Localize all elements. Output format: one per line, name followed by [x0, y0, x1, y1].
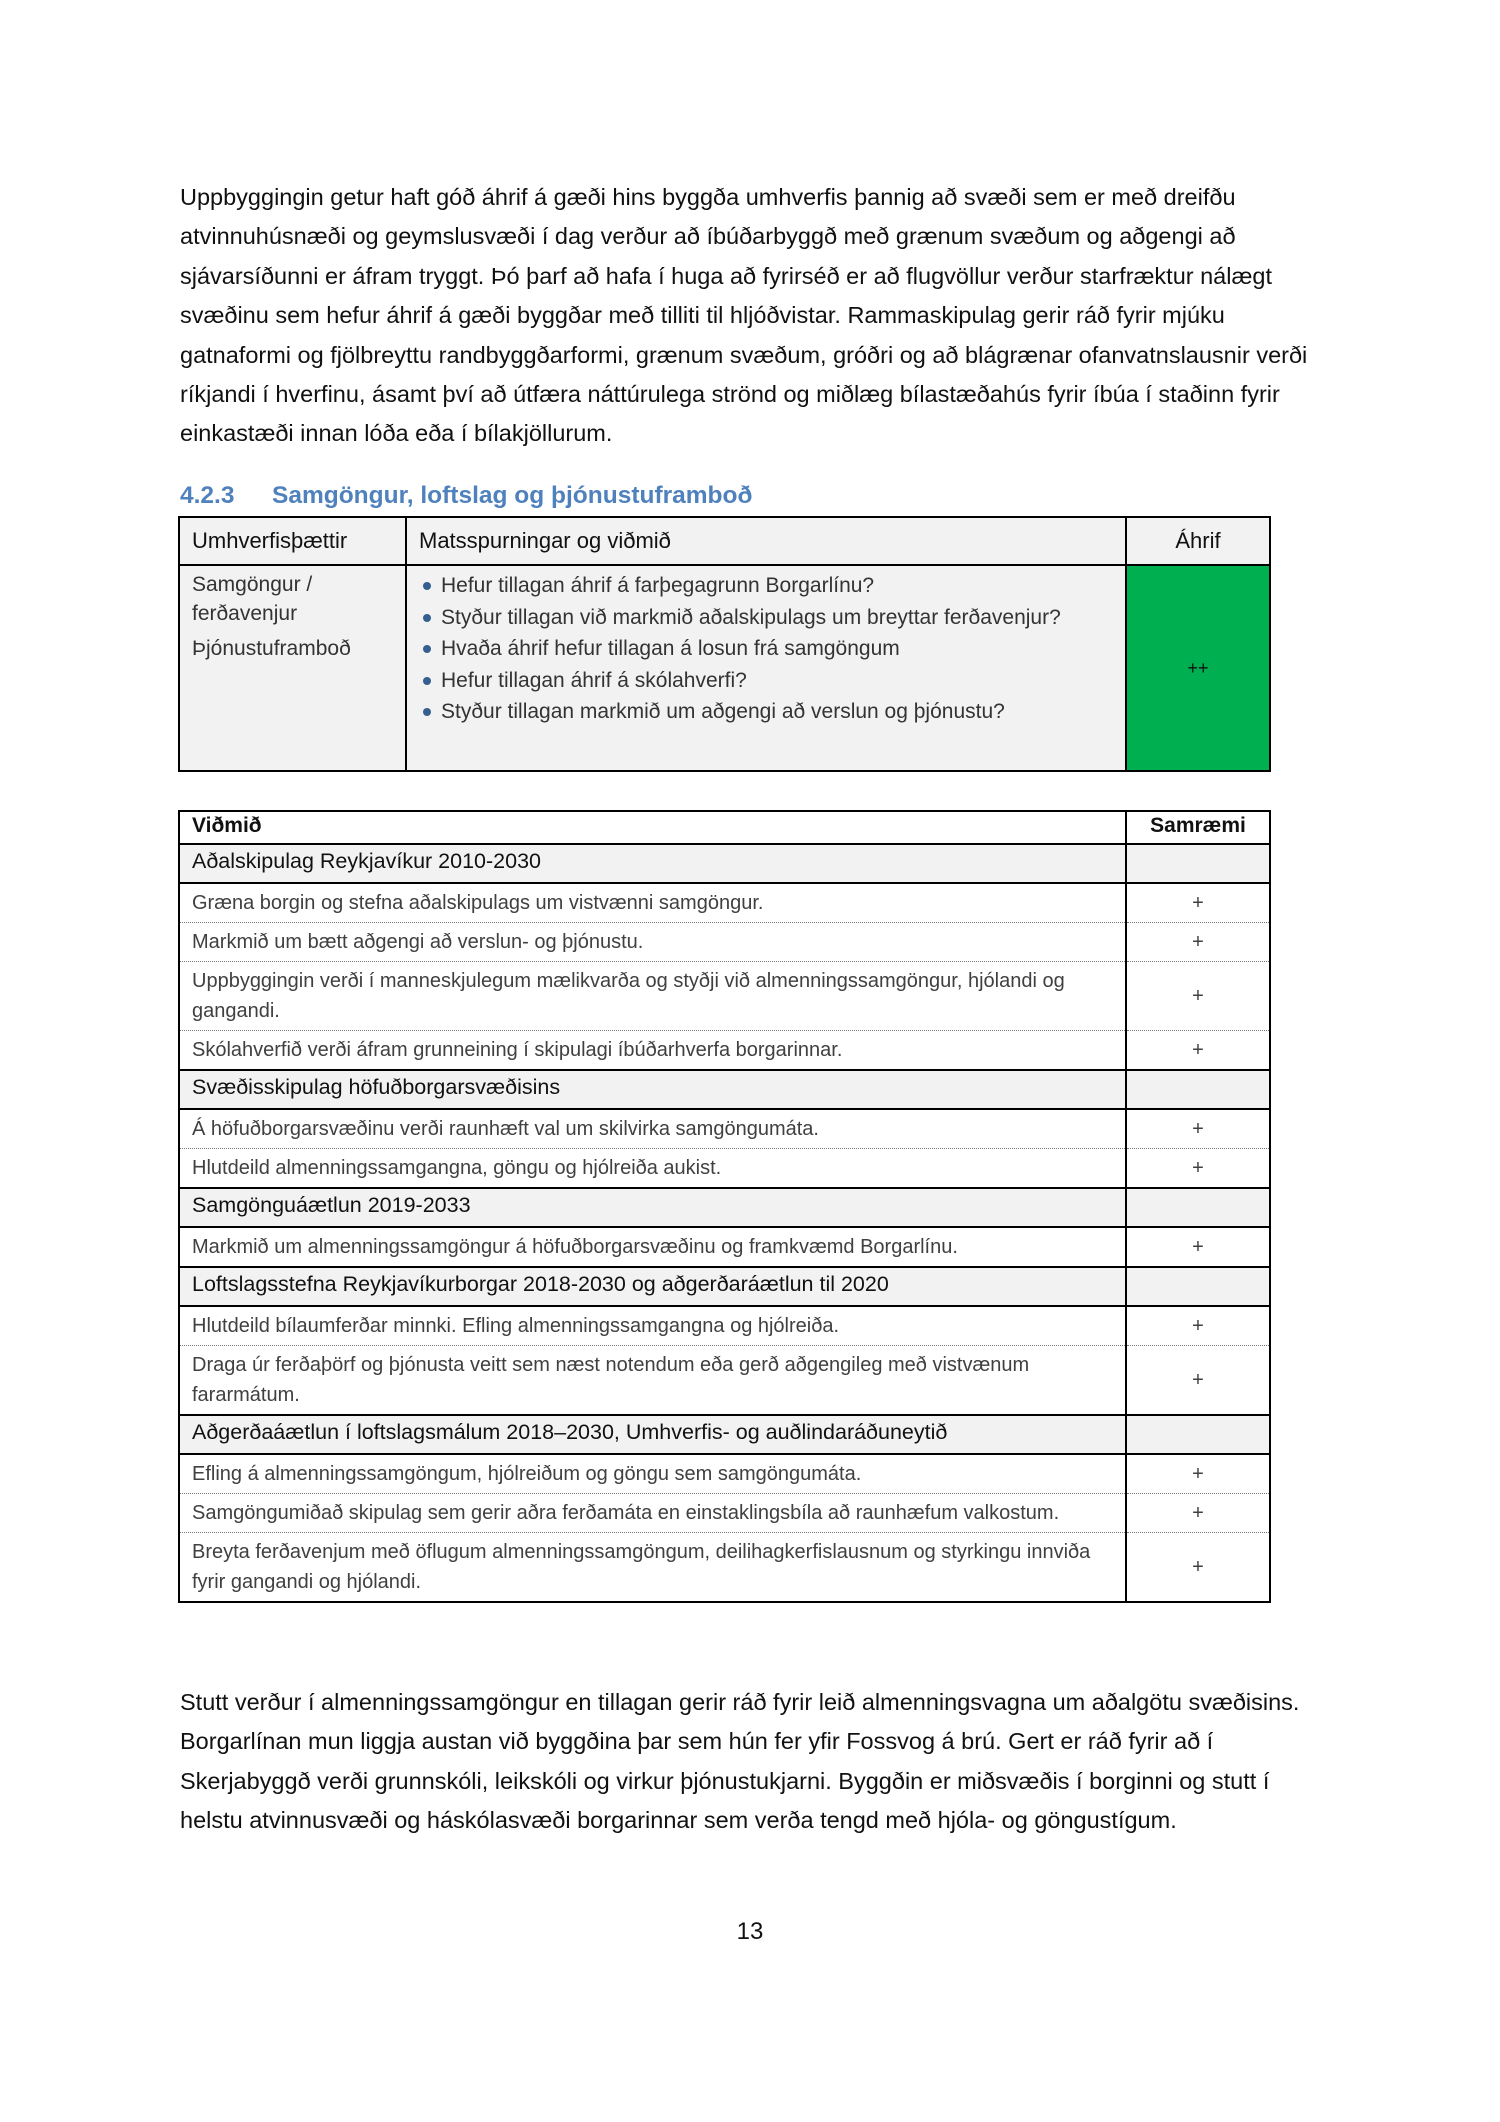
questions-list: [419, 570, 1113, 728]
intro-paragraph: Uppbyggingin getur haft góð áhrif á gæði hins byggða umhverfis þannig að svæði sem er með dreifðu atvinnuhúsnæði og geymslusvæði í dag verður að íbúðarbyggð með grænum svæðum og aðgengi að sjávarsíðunni er áfram tryggt. Þó þarf að hafa í huga að fyrirséð er að flugvöllur verður starfræktur nálægt svæðinu sem hefur áhrif á gæði byggðar með tilliti til hljóðvistar. Rammaskipulag gerir ráð fyrir mjúku gatnaformi og fjölbreyttu randbyggðarformi, grænum svæðum, gróðri og að blágrænar ofanvatnslausnir verði ríkjandi í hverfinu, ásamt því að útfæra náttúrulega strönd og miðlæg bílastæðahús fyrir íbúa í staðinn fyrir einkastæði innan lóða eða í bílakjöllurum.: [180, 184, 1308, 447]
group-empty-cell: [1126, 1070, 1270, 1109]
header-factors: Umhverfisþættir: [179, 517, 406, 565]
criteria-text: Hlutdeild almenningssamgangna, göngu og hjólreiða aukist.: [179, 1149, 1126, 1189]
group-title: Aðgerðaáætlun í loftslagsmálum 2018–2030, Umhverfis- og auðlindaráðuneytið: [179, 1415, 1126, 1454]
criteria-row: [179, 1149, 1270, 1189]
criteria-row: [179, 1454, 1270, 1494]
criteria-text: Markmið um almenningssamgöngur á höfuðborgarsvæðinu og framkvæmd Borgarlínu.: [179, 1227, 1126, 1267]
conformity-value: +: [1126, 923, 1270, 962]
question-item: Styður tillagan markmið um aðgengi að verslun og þjónustu?: [441, 696, 1113, 728]
group-row: [179, 1267, 1270, 1306]
header-questions: Matsspurningar og viðmið: [406, 517, 1126, 565]
criteria-row: [179, 1533, 1270, 1603]
criteria-row: [179, 1494, 1270, 1533]
header-conformity: Samræmi: [1126, 811, 1270, 844]
criteria-text: Hlutdeild bílaumferðar minnki. Efling almenningssamgangna og hjólreiða.: [179, 1306, 1126, 1346]
group-title: Samgönguáætlun 2019-2033: [179, 1188, 1126, 1227]
conformity-value: +: [1126, 883, 1270, 923]
factor-item: Samgöngur /: [192, 573, 313, 596]
header-impact: Áhrif: [1126, 517, 1270, 565]
conformity-value: +: [1126, 1306, 1270, 1346]
criteria-text: Samgöngumiðað skipulag sem gerir aðra ferðamáta en einstaklingsbíla að raunhæfum valkostum.: [179, 1494, 1126, 1533]
group-empty-cell: [1126, 844, 1270, 883]
group-title: Svæðisskipulag höfuðborgarsvæðisins: [179, 1070, 1126, 1109]
criteria-header-row: [179, 811, 1270, 844]
criteria-text: Uppbyggingin verði í manneskjulegum mælikvarða og styðji við almenningssamgöngur, hjólandi og gangandi.: [179, 962, 1126, 1031]
criteria-row: [179, 1227, 1270, 1267]
criteria-text: Draga úr ferðaþörf og þjónusta veitt sem næst notendum eða gerð aðgengileg með vistvænum fararmátum.: [179, 1346, 1126, 1416]
assessment-table: [178, 516, 1271, 772]
criteria-row: [179, 883, 1270, 923]
group-row: [179, 1188, 1270, 1227]
group-empty-cell: [1126, 1415, 1270, 1454]
criteria-row: [179, 1109, 1270, 1149]
criteria-row: [179, 1031, 1270, 1071]
conformity-value: +: [1126, 962, 1270, 1031]
impact-rating-cell: ++: [1126, 565, 1270, 771]
section-title: Samgöngur, loftslag og þjónustuframboð: [272, 482, 753, 509]
group-empty-cell: [1126, 1188, 1270, 1227]
group-row: [179, 1415, 1270, 1454]
questions-cell: [406, 565, 1126, 771]
question-item: Hefur tillagan áhrif á farþegagrunn Borgarlínu?: [441, 570, 1113, 602]
page-number: 13: [736, 1918, 764, 1945]
criteria-text: Græna borgin og stefna aðalskipulags um vistvænni samgöngur.: [179, 883, 1126, 923]
criteria-text: Á höfuðborgarsvæðinu verði raunhæft val um skilvirka samgöngumáta.: [179, 1109, 1126, 1149]
conformity-value: +: [1126, 1227, 1270, 1267]
section-heading: [180, 482, 752, 510]
criteria-text: Skólahverfið verði áfram grunneining í skipulagi íbúðarhverfa borgarinnar.: [179, 1031, 1126, 1071]
assessment-row: [179, 565, 1270, 771]
conformity-value: +: [1126, 1109, 1270, 1149]
question-item: Hefur tillagan áhrif á skólahverfi?: [441, 665, 1113, 697]
group-title: Aðalskipulag Reykjavíkur 2010-2030: [179, 844, 1126, 883]
criteria-row: [179, 962, 1270, 1031]
criteria-text: Efling á almenningssamgöngum, hjólreiðum og göngu sem samgöngumáta.: [179, 1454, 1126, 1494]
conformity-value: +: [1126, 1149, 1270, 1189]
criteria-row: [179, 1346, 1270, 1416]
group-empty-cell: [1126, 1267, 1270, 1306]
question-item: Hvaða áhrif hefur tillagan á losun frá samgöngum: [441, 633, 1113, 665]
criteria-text: Breyta ferðavenjum með öflugum almenningssamgöngum, deilihagkerfislausnum og styrkingu innviða fyrir gangandi og hjólandi.: [179, 1533, 1126, 1603]
factor-item: ferðavenjur: [192, 602, 298, 625]
conformity-value: +: [1126, 1454, 1270, 1494]
section-number: 4.2.3: [180, 482, 235, 509]
conformity-value: +: [1126, 1533, 1270, 1603]
group-row: [179, 844, 1270, 883]
factor-item: Þjónustuframboð: [192, 637, 351, 660]
closing-paragraph: Stutt verður í almenningssamgöngur en tillagan gerir ráð fyrir leið almenningsvagna um aðalgötu svæðisins. Borgarlínan mun liggja austan við byggðina þar sem hún fer yfir Fossvog á brú. Gert er ráð fyrir að í Skerjabyggð verði grunnskóli, leikskóli og virkur þjónustukjarni. Byggðin er miðsvæðis í borginni og stutt í helstu atvinnusvæði og háskólasvæði borgarinnar sem verða tengd með hjóla- og göngustígum.: [180, 1689, 1300, 1834]
question-item: Styður tillagan við markmið aðalskipulags um breyttar ferðavenjur?: [441, 602, 1113, 634]
conformity-value: +: [1126, 1031, 1270, 1071]
criteria-text: Markmið um bætt aðgengi að verslun- og þjónustu.: [179, 923, 1126, 962]
group-title: Loftslagsstefna Reykjavíkurborgar 2018-2030 og aðgerðaráætlun til 2020: [179, 1267, 1126, 1306]
conformity-value: +: [1126, 1346, 1270, 1416]
factors-cell: [179, 565, 406, 771]
group-row: [179, 1070, 1270, 1109]
criteria-row: [179, 1306, 1270, 1346]
criteria-table: [178, 810, 1271, 1603]
conformity-value: +: [1126, 1494, 1270, 1533]
header-criteria: Viðmið: [179, 811, 1126, 844]
assessment-header-row: [179, 517, 1270, 565]
criteria-row: [179, 923, 1270, 962]
